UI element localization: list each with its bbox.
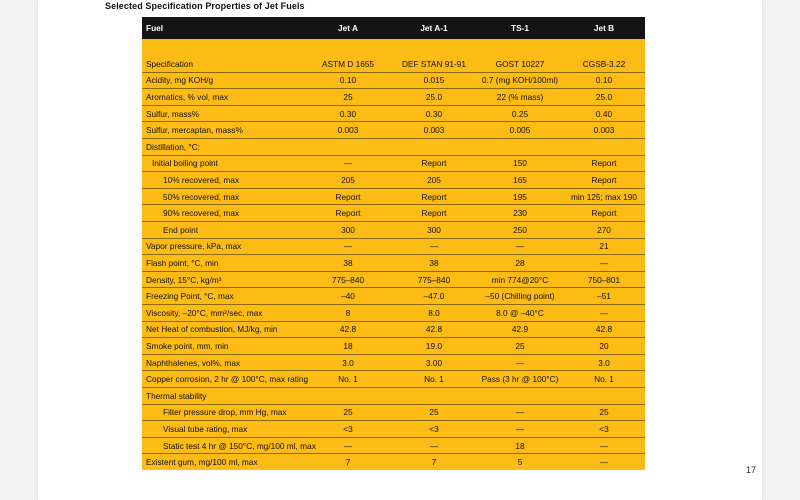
row-value <box>305 139 391 156</box>
row-value: 165 <box>477 172 563 189</box>
spacer-cell <box>142 39 645 56</box>
row-value: 0.015 <box>391 72 477 89</box>
row-value: 25.0 <box>563 89 645 106</box>
row-value: 270 <box>563 222 645 239</box>
row-value: — <box>305 238 391 255</box>
table-row <box>142 404 645 421</box>
row-value: 0.003 <box>305 122 391 139</box>
row-value: DEF STAN 91-91 <box>402 58 466 69</box>
table-header-row <box>142 17 645 39</box>
spec-table <box>142 17 645 470</box>
row-value: 38 <box>305 255 391 272</box>
row-label: Flash point, °C, min <box>142 255 305 272</box>
row-label: Net Heat of combustion, MJ/kg, min <box>142 321 305 338</box>
row-value: 250 <box>477 222 563 239</box>
row-value: 300 <box>391 222 477 239</box>
row-value <box>391 387 477 404</box>
row-label: 10% recovered, max <box>142 172 305 189</box>
header-jet-b: Jet B <box>593 23 615 33</box>
row-value: 0.005 <box>477 122 563 139</box>
header-fuel: Fuel <box>146 23 164 33</box>
table-body <box>142 39 645 470</box>
row-value: 0.003 <box>563 122 645 139</box>
table-row <box>142 437 645 454</box>
row-value: 0.10 <box>305 72 391 89</box>
row-value: 42.8 <box>563 321 645 338</box>
header-jet-a: Jet A <box>338 23 358 33</box>
row-value: 3.0 <box>305 354 391 371</box>
row-value: 42.9 <box>477 321 563 338</box>
row-label: End point <box>142 222 305 239</box>
row-label: Static test 4 hr @ 150°C, mg/100 ml, max <box>142 437 305 454</box>
row-label: Copper corrosion, 2 hr @ 100°C, max rating <box>142 371 305 388</box>
row-value: 0.003 <box>391 122 477 139</box>
row-value: Pass (3 hr @ 100°C) <box>477 371 563 388</box>
row-value: Report <box>305 188 391 205</box>
row-value: Report <box>391 188 477 205</box>
row-label: Thermal stability <box>142 387 305 404</box>
row-value: 7 <box>391 454 477 471</box>
row-value <box>305 387 391 404</box>
row-value: <3 <box>305 421 391 438</box>
row-value: — <box>391 238 477 255</box>
row-value: — <box>391 437 477 454</box>
row-value: — <box>305 155 391 172</box>
row-value: –40 <box>305 288 391 305</box>
row-value: –47.0 <box>391 288 477 305</box>
table-row <box>142 354 645 371</box>
row-label: Vapor pressure, kPa, max <box>142 238 305 255</box>
row-value: 0.40 <box>563 105 645 122</box>
row-value: 300 <box>305 222 391 239</box>
row-label: Distillation, °C: <box>142 139 305 156</box>
table-row <box>142 122 645 139</box>
table-row <box>142 238 645 255</box>
row-value: 38 <box>391 255 477 272</box>
row-value: — <box>477 238 563 255</box>
row-value: –50 (Chilling point) <box>477 288 563 305</box>
row-label: Filter pressure drop, mm Hg, max <box>142 404 305 421</box>
row-value: 20 <box>563 338 645 355</box>
row-value: 750–801 <box>563 271 645 288</box>
row-value: 18 <box>305 338 391 355</box>
table-row <box>142 371 645 388</box>
row-value: 775–840 <box>305 271 391 288</box>
row-value <box>477 387 563 404</box>
table-row <box>142 271 645 288</box>
row-value: <3 <box>563 421 645 438</box>
table-row <box>142 321 645 338</box>
table-row <box>142 421 645 438</box>
table-row <box>142 105 645 122</box>
row-value: –51 <box>563 288 645 305</box>
row-value: 21 <box>563 238 645 255</box>
row-value: min 125; max 190 <box>563 188 645 205</box>
row-value: 19.0 <box>391 338 477 355</box>
row-value: 25 <box>563 404 645 421</box>
row-value: GOST 10227 <box>495 58 545 69</box>
document-page <box>38 0 762 500</box>
row-value: 0.30 <box>305 105 391 122</box>
row-label: Viscosity, –20°C, mm²/sec, max <box>142 305 305 322</box>
row-value: ASTM D 1655 <box>321 58 375 69</box>
row-value: No. 1 <box>391 371 477 388</box>
row-value: 42.8 <box>305 321 391 338</box>
row-value: 25 <box>391 404 477 421</box>
row-value: 0.30 <box>391 105 477 122</box>
header-ts1: TS-1 <box>511 23 529 33</box>
row-value: 5 <box>477 454 563 471</box>
row-value: 8 <box>305 305 391 322</box>
row-value: <3 <box>391 421 477 438</box>
row-value: CGSB-3.22 <box>582 58 626 69</box>
row-label: Acidity, mg KOH/g <box>142 72 305 89</box>
row-value: — <box>477 354 563 371</box>
row-value: No. 1 <box>563 371 645 388</box>
row-label: Sulfur, mercaptan, mass% <box>142 122 305 139</box>
row-value: min 774@20°C <box>477 271 563 288</box>
row-value: 150 <box>477 155 563 172</box>
table-row <box>142 255 645 272</box>
table-row <box>142 454 645 471</box>
row-value: — <box>305 437 391 454</box>
row-value: Report <box>563 172 645 189</box>
row-value: Report <box>391 205 477 222</box>
row-value: 8.0 @ –40°C <box>477 305 563 322</box>
row-value: 0.7 (mg KOH/100ml) <box>477 72 563 89</box>
header-jet-a1: Jet A-1 <box>420 23 448 33</box>
page-number: 17 <box>746 465 757 475</box>
row-label: Specification <box>146 58 194 69</box>
row-value: 7 <box>305 454 391 471</box>
table-row <box>142 188 645 205</box>
row-value: 42.8 <box>391 321 477 338</box>
row-value: — <box>477 404 563 421</box>
row-value: 0.10 <box>563 72 645 89</box>
row-value: Report <box>563 155 645 172</box>
table-row <box>142 89 645 106</box>
row-label: Naphthalenes, vol%, max <box>142 354 305 371</box>
row-value: 205 <box>391 172 477 189</box>
table-row <box>142 172 645 189</box>
row-value: Report <box>305 205 391 222</box>
row-value: 230 <box>477 205 563 222</box>
row-value: — <box>477 421 563 438</box>
row-label: Smoke point, mm, min <box>142 338 305 355</box>
row-value <box>391 139 477 156</box>
row-value: 25 <box>477 338 563 355</box>
row-value: — <box>563 437 645 454</box>
row-label: Visual tube rating, max <box>142 421 305 438</box>
row-value: 28 <box>477 255 563 272</box>
row-value: 0.25 <box>477 105 563 122</box>
row-value: — <box>563 454 645 471</box>
table-spacer-row <box>142 39 645 56</box>
table-row <box>142 205 645 222</box>
table-row <box>142 56 645 73</box>
row-label: 50% recovered, max <box>142 188 305 205</box>
table-title: Selected Specification Properties of Jet Fuels <box>105 1 305 11</box>
row-value: 775–840 <box>391 271 477 288</box>
row-value <box>563 387 645 404</box>
table-row <box>142 305 645 322</box>
table-row <box>142 222 645 239</box>
row-value <box>477 139 563 156</box>
row-value: 3.0 <box>563 354 645 371</box>
row-label: Sulfur, mass% <box>142 105 305 122</box>
table-row <box>142 139 645 156</box>
row-label: Freezing Point, °C, max <box>142 288 305 305</box>
row-value <box>563 139 645 156</box>
row-value: 3.00 <box>391 354 477 371</box>
row-label: Density, 15°C, kg/m³ <box>142 271 305 288</box>
row-value: 8.0 <box>391 305 477 322</box>
row-value: 22 (% mass) <box>477 89 563 106</box>
row-value: 18 <box>477 437 563 454</box>
table-row <box>142 155 645 172</box>
row-label: 90% recovered, max <box>142 205 305 222</box>
row-value: 205 <box>305 172 391 189</box>
row-value: Report <box>563 205 645 222</box>
row-value: 25.0 <box>391 89 477 106</box>
spec-table-container <box>142 17 645 470</box>
row-value: 25 <box>305 404 391 421</box>
row-label: Aromatics, % vol, max <box>142 89 305 106</box>
table-row <box>142 72 645 89</box>
row-value: 195 <box>477 188 563 205</box>
row-label: Existent gum, mg/100 ml, max <box>142 454 305 471</box>
row-value: No. 1 <box>305 371 391 388</box>
row-value: — <box>563 255 645 272</box>
row-value: 25 <box>305 89 391 106</box>
row-value: — <box>563 305 645 322</box>
table-row <box>142 288 645 305</box>
row-value: Report <box>391 155 477 172</box>
table-row <box>142 338 645 355</box>
table-row <box>142 387 645 404</box>
row-label: Initial boiling point <box>142 155 305 172</box>
